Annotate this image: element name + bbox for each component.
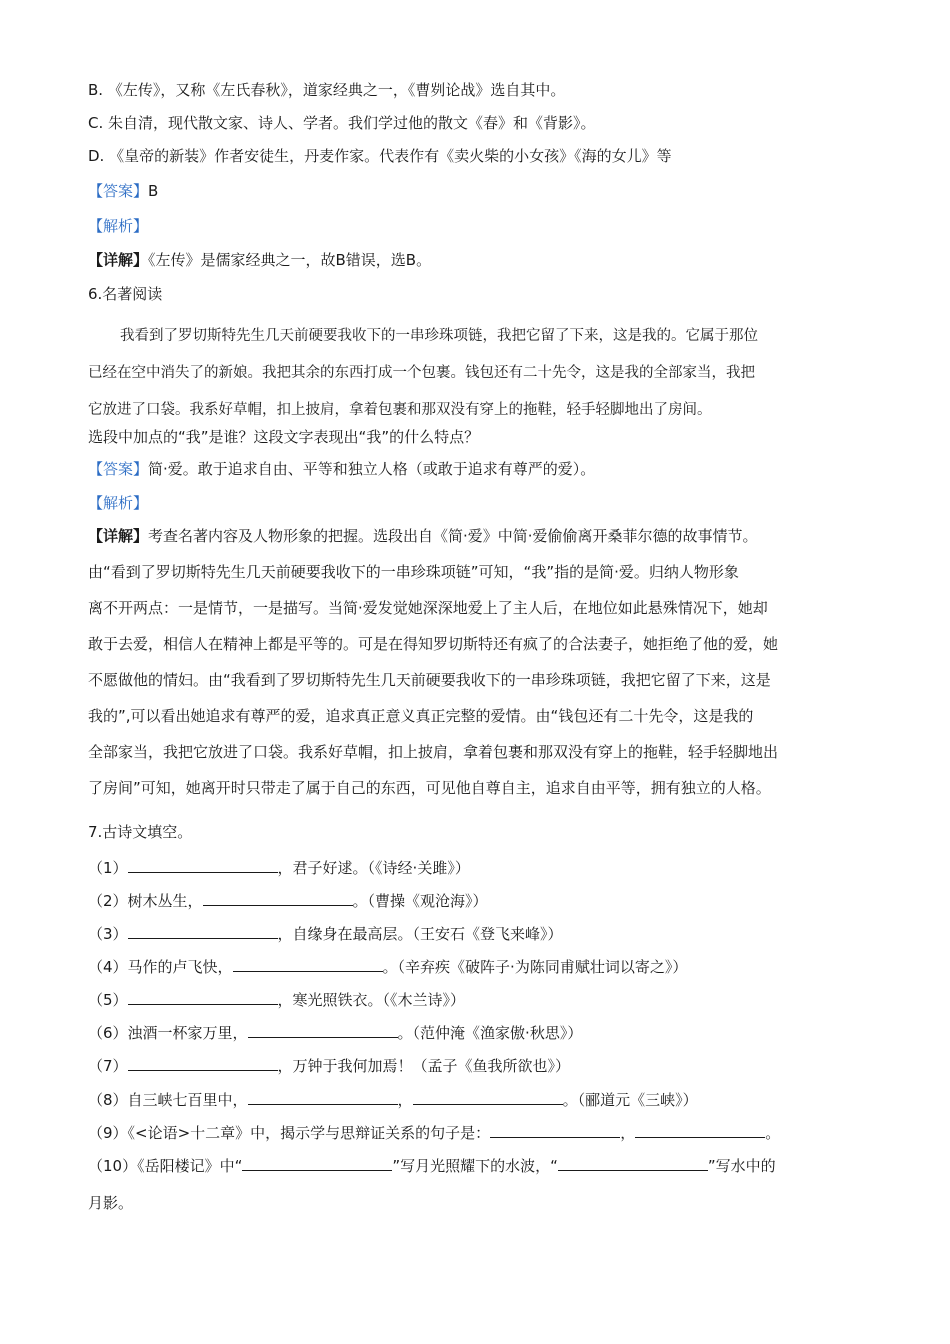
detail-line: 敢于去爱，相信人在精神上都是平等的。可是在得知罗切斯特还有疯了的合法妻子，她拒绝了他的爱，她 <box>88 635 779 653</box>
answer-blank[interactable] <box>233 957 383 972</box>
q7-item-7: （7） ，万钟于我何加焉！（孟子《鱼我所欲也》） <box>88 1057 571 1075</box>
detail-line: 我的”,可以看出她追求有尊严的爱，追求真正意义真正完整的爱情。由“钱包还有二十先令，这是我的 <box>88 707 754 725</box>
q7-item-2: （2）树木丛生， 。（曹操《观沧海》） <box>88 892 488 910</box>
q5-analysis-tag: 【解析】 <box>88 217 149 235</box>
q6-analysis-tag: 【解析】 <box>88 494 149 512</box>
detail-line: 了房间”可知，她离开时只带走了属于自己的东西，可见他自尊自主，追求自由平等，拥有独立的人格。 <box>88 779 771 797</box>
q5-answer <box>88 181 158 201</box>
answer-text: B <box>148 182 159 200</box>
q7-item-10: （10）《岳阳楼记》中“ ”写月光照耀下的水波，“ ”写水中的 <box>88 1157 776 1175</box>
option-c: C. 朱自清，现代散文家、诗人、学者。我们学过他的散文《春》和《背影》。 <box>88 114 596 132</box>
answer-tag: 【答案】 <box>88 182 149 200</box>
detail-line: 【详解】考查名著内容及人物形象的把握。选段出自《简·爱》中简·爱偷偷离开桑菲尔德的故事情节。 <box>88 527 758 545</box>
detail-line: 全部家当，我把它放进了口袋。我系好草帽，扣上披肩，拿着包裹和那双没有穿上的拖鞋，轻手轻脚地出 <box>88 743 779 761</box>
detail-line: 离不开两点：一是情节，一是描写。当简·爱发觉她深深地爱上了主人后，在地位如此悬殊情况下，她却 <box>88 599 768 617</box>
passage-line: 它放进了口袋。我系好草帽，扣上披肩，拿着包裹和那双没有穿上的拖鞋，轻手轻脚地出了房间。 <box>88 402 712 418</box>
q6-passage <box>88 318 858 429</box>
answer-blank[interactable] <box>242 1156 392 1171</box>
passage-line: 我看到了罗切斯特先生几天前硬要我收下的一串珍珠项链，我把它留了下来，这是我的。它属于那位 <box>120 328 758 344</box>
answer-blank[interactable] <box>635 1123 765 1138</box>
answer-blank[interactable] <box>203 891 353 906</box>
q5-detail <box>88 250 431 270</box>
detail-tag: 【详解】 <box>88 251 149 269</box>
q7-item-5: （5） ，寒光照铁衣。（《木兰诗》） <box>88 991 466 1009</box>
q7-item-3: （3） ，自缘身在最高层。（王安石《登飞来峰》） <box>88 925 563 943</box>
answer-blank[interactable] <box>128 924 278 939</box>
answer-blank[interactable] <box>413 1090 563 1105</box>
answer-blank[interactable] <box>128 858 278 873</box>
detail-tag: 【详解】 <box>88 527 149 545</box>
q6-title: 6.名著阅读 <box>88 285 163 303</box>
answer-blank[interactable] <box>248 1023 398 1038</box>
q6-question: 选段中加点的“我”是谁？这段文字表现出“我”的什么特点？ <box>88 428 480 446</box>
q7-item-1: （1） ，君子好逑。（《诗经·关雎》） <box>88 859 470 877</box>
answer-tag: 【答案】 <box>88 460 149 478</box>
answer-blank[interactable] <box>128 1056 278 1071</box>
passage-line: 已经在空中消失了的新娘。我把其余的东西打成一个包裹。钱包还有二十先令，这是我的全部家当，我把 <box>88 365 755 381</box>
answer-blank[interactable] <box>558 1156 708 1171</box>
detail-line: 由“看到了罗切斯特先生几天前硬要我收下的一串珍珠项链”可知，“我”指的是简·爱。归纳人物形象 <box>88 563 739 581</box>
answer-text: 简·爱。敢于追求自由、平等和独立人格（或敢于追求有尊严的爱）。 <box>148 460 596 478</box>
q7-item-6: （6）浊酒一杯家万里， 。（范仲淹《渔家傲·秋思》） <box>88 1024 583 1042</box>
answer-blank[interactable] <box>490 1123 620 1138</box>
option-b: B. 《左传》，又称《左氏春秋》，道家经典之一，《曹刿论战》选自其中。 <box>88 81 566 99</box>
detail-line: 不愿做他的情妇。由“我看到了罗切斯特先生几天前硬要我收下的一串珍珠项链，我把它留了下来，这是 <box>88 671 771 689</box>
option-d: D. 《皇帝的新装》作者安徒生，丹麦作家。代表作有《卖火柴的小女孩》《海的女儿》等 <box>88 147 672 165</box>
q7-item-9: （9）《<论语>十二章》中，揭示学与思辩证关系的句子是： ， 。 <box>88 1124 781 1142</box>
q7-item-10-continued: 月影。 <box>88 1194 134 1212</box>
q7-title: 7.古诗文填空。 <box>88 823 193 841</box>
answer-blank[interactable] <box>128 990 278 1005</box>
answer-blank[interactable] <box>248 1090 398 1105</box>
q7-item-8: （8）自三峡七百里中， ， 。（郦道元《三峡》） <box>88 1091 698 1109</box>
q6-detail <box>88 518 858 806</box>
q7-item-4: （4）马作的卢飞快， 。（辛弃疾《破阵子·为陈同甫赋壮词以寄之》） <box>88 958 688 976</box>
detail-text: 《左传》是儒家经典之一，故B错误，选B。 <box>148 251 432 269</box>
q6-answer <box>88 459 595 479</box>
